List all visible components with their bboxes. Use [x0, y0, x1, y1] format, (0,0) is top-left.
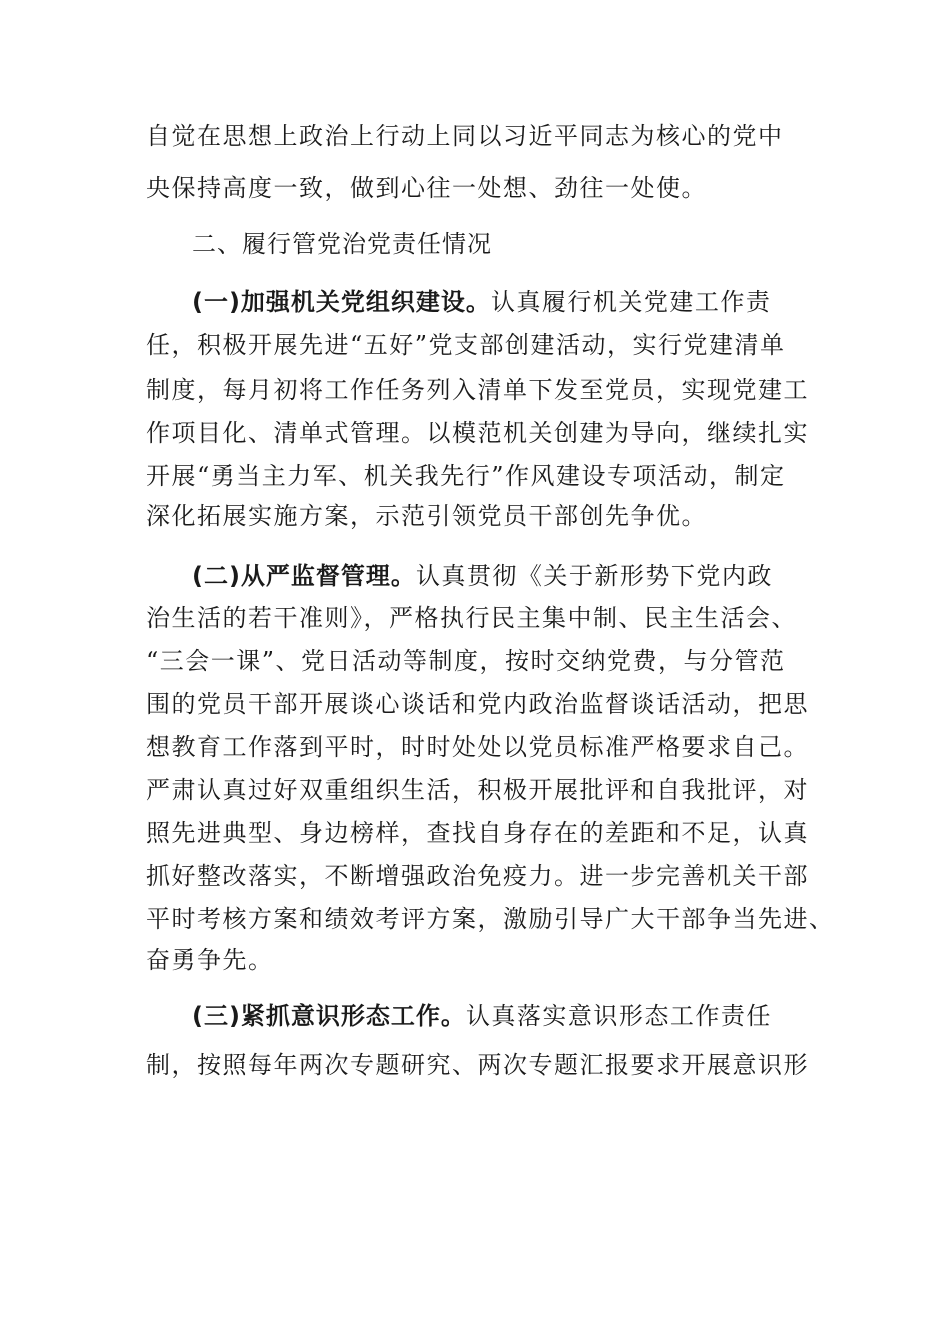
text-line: 围的党员干部开展谈心谈话和党内政治监督谈话活动，把思 [146, 690, 809, 718]
text-line: 抓好整改落实，不断增强政治免疫力。进一步完善机关干部 [146, 862, 809, 890]
item-text: 认真贯彻《关于新形势下党内政 [415, 562, 773, 590]
text-line: 严肃认真过好双重组织生活，积极开展批评和自我批评，对 [146, 776, 809, 804]
item-text: 认真落实意识形态工作责任 [465, 1002, 772, 1030]
item-first-line [192, 556, 773, 596]
text-line: 制度，每月初将工作任务列入清单下发至党员，实现党建工 [146, 376, 809, 404]
text-line: 平时考核方案和绩效考评方案，激励引导广大干部争当先进、 [146, 905, 835, 933]
item-lead: (一)加强机关党组织建设。 [192, 288, 491, 316]
item-first-line [192, 282, 771, 322]
text-line: “三会一课”、党日活动等制度，按时交纳党费，与分管范 [146, 647, 786, 675]
item-lead: (二)从严监督管理。 [192, 562, 416, 590]
text-line: 照先进典型、身边榜样，查找自身存在的差距和不足，认真 [146, 819, 809, 847]
text-line: 想教育工作落到平时，时时处处以党员标准严格要求自己。 [146, 733, 809, 761]
text-line: 开展“勇当主力军、机关我先行”作风建设专项活动，制定 [146, 462, 786, 490]
text-line: 深化拓展实施方案，示范引领党员干部创先争优。 [146, 502, 707, 530]
text-line: 央保持高度一致，做到心往一处想、劲往一处使。 [146, 174, 707, 202]
text-line: 自觉在思想上政治上行动上同以习近平同志为核心的党中 [146, 122, 784, 150]
item-first-line [192, 996, 772, 1036]
text-line: 制，按照每年两次专题研究、两次专题汇报要求开展意识形 [146, 1051, 809, 1079]
item-lead: (三)紧抓意识形态工作。 [192, 1002, 466, 1030]
text-line: 治生活的若干准则》，严格执行民主集中制、民主生活会、 [146, 604, 797, 632]
text-line: 奋勇争先。 [146, 946, 274, 974]
text-line: 任，积极开展先进“五好”党支部创建活动，实行党建清单 [146, 331, 786, 359]
section-heading: 二、履行管党治党责任情况 [192, 230, 492, 258]
item-text: 认真履行机关党建工作责 [490, 288, 772, 316]
text-line: 作项目化、清单式管理。以模范机关创建为导向，继续扎实 [146, 419, 809, 447]
